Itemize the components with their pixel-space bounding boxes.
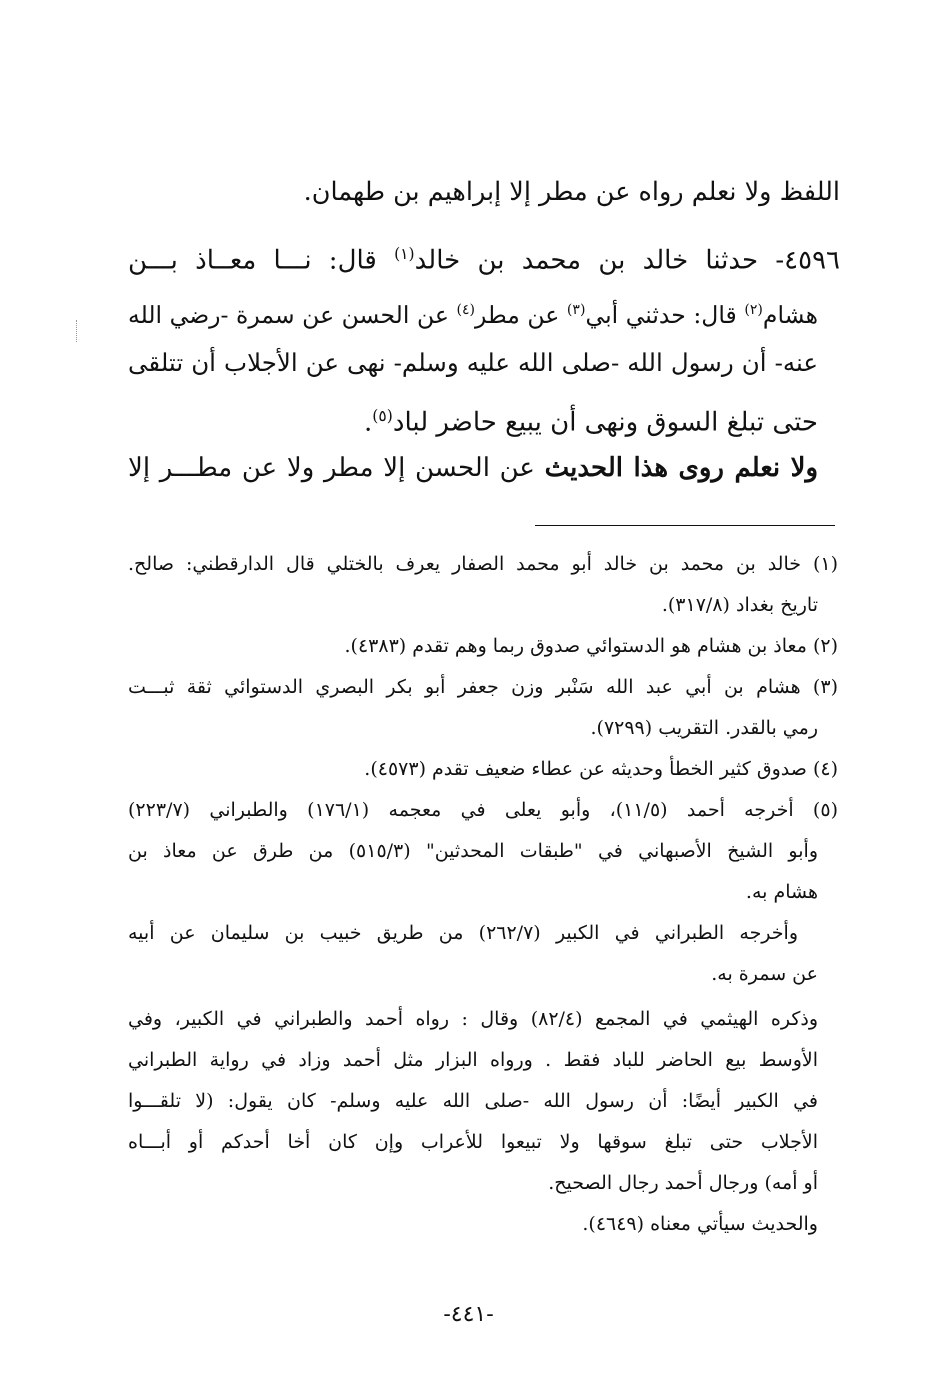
hadith-text: . bbox=[364, 407, 373, 438]
footnote-1-line-2: تاريخ بغداد (٣١٧/٨). bbox=[661, 594, 818, 616]
hadith-text: قال: نـــا معــاذ بـــن bbox=[128, 245, 395, 276]
hadith-text: عن الحسن عن سمرة -رضي الله bbox=[128, 300, 457, 329]
hadith-4596-line-2 bbox=[128, 290, 818, 330]
footnote-5-line-1: (٥) أخرجه أحمد (١١/٥)، وأبو يعلى في معجمه (١٧٦/١) والطبراني (٢٢٣/٧) bbox=[128, 799, 838, 821]
footnote-3-line-1: (٣) هشام بن أبي عبد الله سَنْبر وزن جعفر أبو بكر البصري الدستوائي ثقة ثبـــت bbox=[128, 676, 838, 698]
footnote-5-line-10: أو أمه) ورجال أحمد رجال الصحيح. bbox=[548, 1172, 818, 1194]
footnote-5-line-4: وأخرجه الطبراني في الكبير (٢٦٢/٧) من طريق خبيب بن سليمان عن أبيه bbox=[128, 922, 798, 944]
hadith-text: عن مطر bbox=[475, 300, 567, 329]
main-line-1: اللفظ ولا نعلم رواه عن مطر إلا إبراهيم بن طهمان. bbox=[303, 177, 840, 207]
footnote-4: (٤) صدوق كثير الخطأ وحديثه عن عطاء ضعيف تقدم (٤٥٧٣). bbox=[364, 758, 838, 780]
footnote-2: (٢) معاذ بن هشام هو الدستوائي صدوق ربما وهم تقدم (٤٣٨٣). bbox=[344, 635, 838, 657]
hadith-text: قال: حدثني أبي bbox=[585, 300, 745, 329]
footnote-5-line-2: وأبو الشيخ الأصبهاني في "طبقات المحدثين" (٥١٥/٣) من طرق عن معاذ بن bbox=[128, 840, 818, 862]
footnote-3-line-2: رمي بالقدر. التقريب (٧٢٩٩). bbox=[590, 717, 818, 739]
footnote-5-line-5: عن سمرة به. bbox=[711, 963, 818, 985]
hadith-text: هشام bbox=[762, 300, 818, 329]
footnote-ref-4: (٤) bbox=[456, 302, 476, 318]
hadith-text: عن الحسن إلا مطر ولا عن مطـــر إلا bbox=[128, 453, 545, 483]
footnote-5-line-8: في الكبير أيضًا: أن رسول الله -صلى الله عليه وسلم- كان يقول: (لا تلقـــوا bbox=[128, 1090, 818, 1112]
footnote-ref-5: (٥) bbox=[372, 407, 393, 425]
footnote-5-line-9: الأجلاب حتى تبلغ سوقها ولا تبيعوا للأعراب وإن كان أخا أحدكم أو أبـــاه bbox=[128, 1131, 818, 1153]
margin-mark bbox=[76, 320, 79, 342]
footnote-5-line-6: وذكره الهيثمي في المجمع (٨٢/٤) وقال : رواه أحمد والطبراني في الكبير، وفي bbox=[128, 1008, 819, 1030]
footnote-5-line-11: والحديث سيأتي معناه (٤٦٤٩). bbox=[582, 1213, 818, 1235]
footnote-separator bbox=[535, 525, 835, 526]
footnote-ref-3: (٣) bbox=[566, 302, 586, 318]
footnote-5-line-3: هشام به. bbox=[745, 881, 818, 903]
hadith-text: حتى تبلغ السوق ونهى أن يبيع حاضر لباد bbox=[392, 407, 818, 438]
hadith-text: ٤٥٩٦- حدثنا خالد بن محمد بن خالد bbox=[414, 245, 841, 276]
footnote-ref-2: (٢) bbox=[744, 302, 763, 318]
hadith-4596-line-4 bbox=[300, 396, 818, 436]
footnote-ref-1: (١) bbox=[394, 245, 415, 263]
main-line-6 bbox=[128, 448, 818, 488]
bold-phrase: ولا نعلم روى هذا الحديث bbox=[544, 453, 819, 483]
page-number: -٤٤١- bbox=[443, 1302, 494, 1327]
hadith-4596-line-1 bbox=[128, 234, 840, 274]
footnote-1-line-1: (١) خالد بن محمد بن خالد أبو محمد الصفار يعرف بالختلي قال الدارقطني: صالح. bbox=[128, 553, 838, 575]
hadith-4596-line-3: عنه- أن رسول الله -صلى الله عليه وسلم- نهى عن الأجلاب أن تتلقى bbox=[128, 348, 818, 377]
footnote-5-line-7: الأوسط بيع الحاضر للباد فقط . ورواه البزار مثل أحمد وزاد في رواية الطبراني bbox=[128, 1049, 818, 1071]
